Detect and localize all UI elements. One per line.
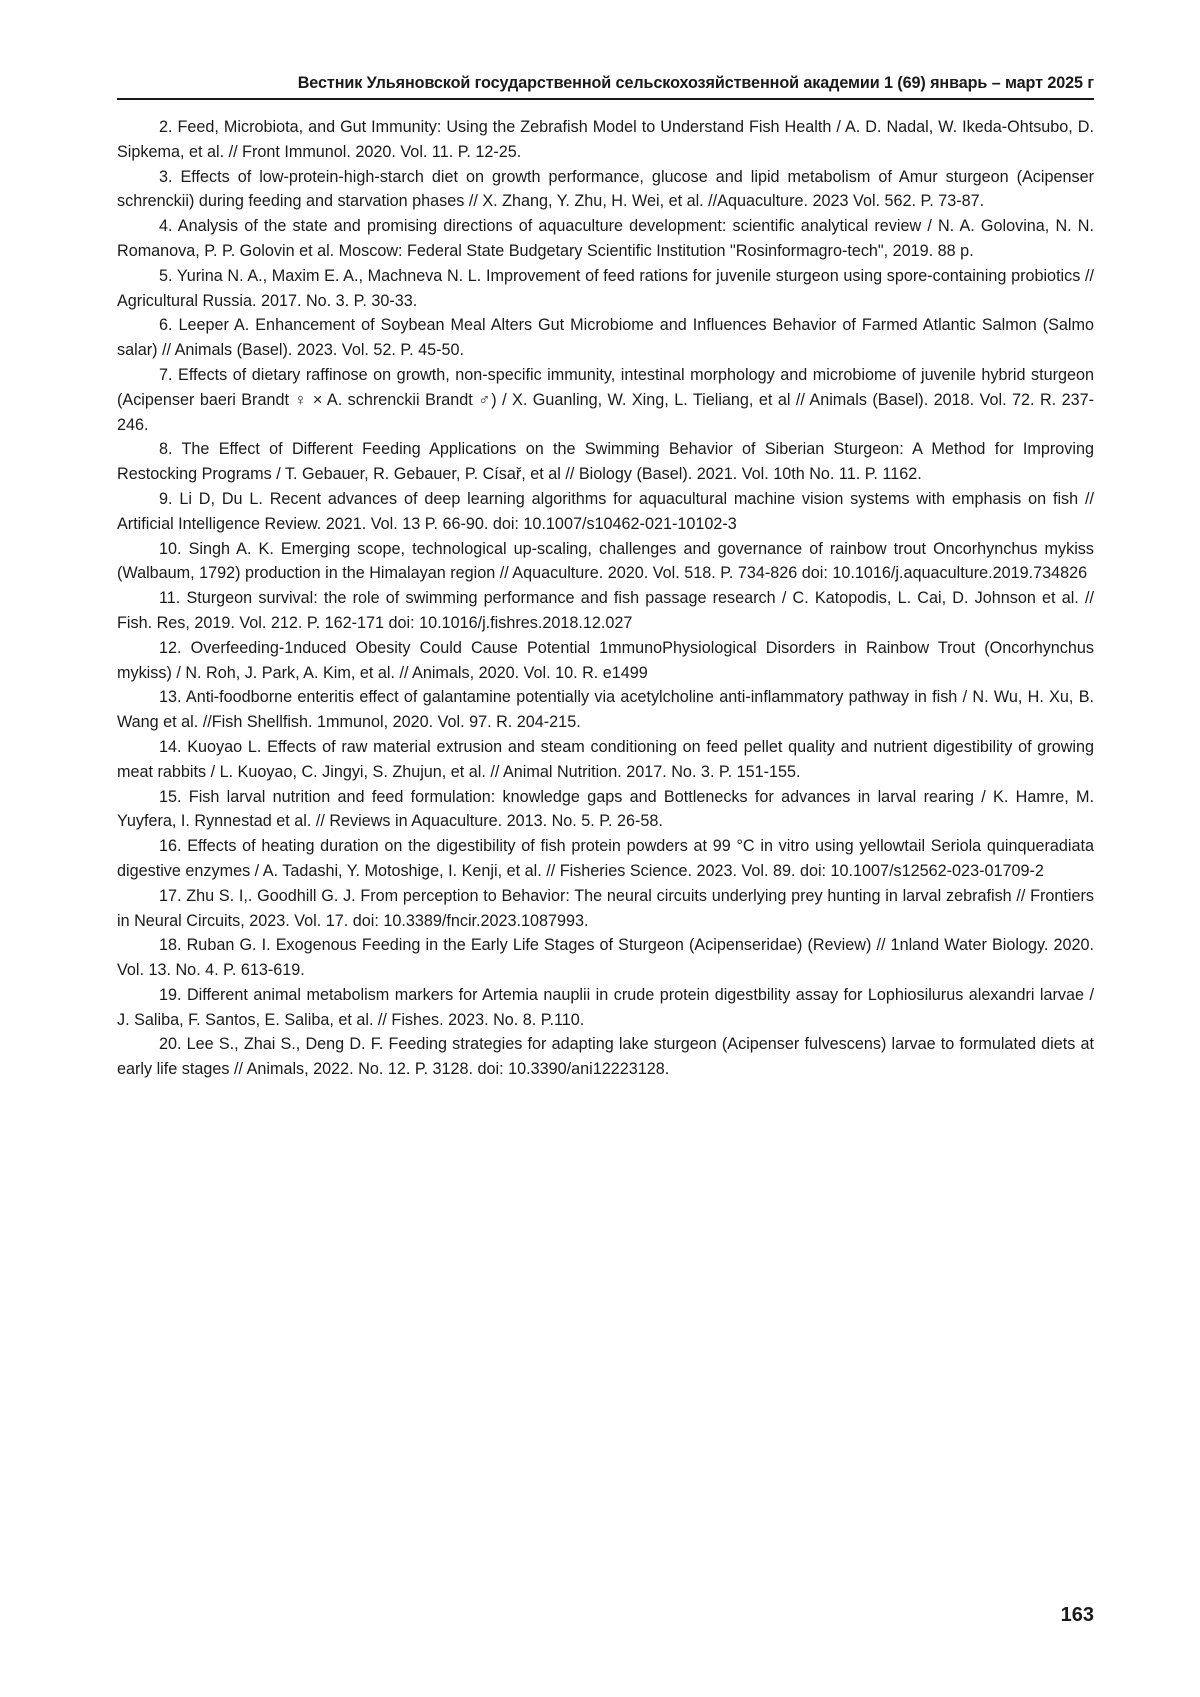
reference-item-17: 17. Zhu S. I,. Goodhill G. J. From perception to Behavior: The neural circuits underlying prey hunting in larval zebrafish // Frontiers in Neural Circuits, 2023. Vol. 17. doi: 10.3389/fncir.2023.1087993. [117,886,1094,930]
reference-item-10: 10. Singh A. K. Emerging scope, technological up-scaling, challenges and governance of rainbow trout Oncorhynchus mykiss (Walbaum, 1792) production in the Himalayan region // Aquaculture. 2020. Vol. 518. P. 734-826 doi: 10.1016/j.aquaculture.2019.734826 [117,539,1094,583]
reference-item-14: 14. Kuoyao L. Effects of raw material extrusion and steam conditioning on feed pellet quality and nutrient digestibility of growing meat rabbits / L. Kuoyao, C. Jingyi, S. Zhujun, et al. // Animal Nutrition. 2017. No. 3. P. 151-155. [117,737,1094,781]
reference-item-4: 4. Analysis of the state and promising directions of aquaculture development: scientific analytical review / N. A. Golovina, N. N. Romanova, P. P. Golovin et al. Moscow: Federal State Budgetary Scientific Institution "Rosinformagro-tech", 2019. 88 p. [117,217,1094,260]
reference-item-8: 8. The Effect of Different Feeding Applications on the Swimming Behavior of Siberian Sturgeon: A Method for Improving Restocking Programs / T. Gebauer, R. Gebauer, P. Císař, et al // Biology (Basel). 2021. Vol. 10th No. 11. P. 1162. [117,440,1094,484]
reference-item-6: 6. Leeper A. Enhancement of Soybean Meal Alters Gut Microbiome and Influences Behavior of Farmed Atlantic Salmon (Salmo salar) // Animals (Basel). 2023. Vol. 52. P. 45-50. [117,316,1094,360]
reference-item-7: 7. Effects of dietary raffinose on growth, non-specific immunity, intestinal morphology and microbiome of juvenile hybrid sturgeon (Acipenser baeri Brandt ♀ × A. schrenckii Brandt ♂) / X. Guanling, W. Xing, L. Tieliang, et al // Animals (Basel). 2018. Vol. 72. R. 237-246. [117,365,1094,434]
reference-item-12: 12. Overfeeding-1nduced Obesity Could Cause Potential 1mmunoPhysiological Disorders in Rainbow Trout (Oncorhynchus mykiss) / N. Roh, J. Park, A. Kim, et al. // Animals, 2020. Vol. 10. R. e1499 [117,638,1094,682]
reference-item-15: 15. Fish larval nutrition and feed formulation: knowledge gaps and Bottlenecks for advances in larval rearing / K. Hamre, M. Yuyfera, I. Rynnestad et al. // Reviews in Aquaculture. 2013. No. 5. P. 26-58. [117,787,1094,831]
reference-item-9: 9. Li D, Du L. Recent advances of deep learning algorithms for aquacultural machine vision systems with emphasis on fish // Artificial Intelligence Review. 2021. Vol. 13 P. 66-90. doi: 10.1007/s10462-021-10102-3 [117,489,1094,533]
page-number: 163 [1060,1604,1094,1626]
reference-list [117,115,1094,1082]
reference-item-5: 5. Yurina N. A., Maxim E. A., Machneva N. L. Improvement of feed rations for juvenile sturgeon using spore-containing probiotics // Agricultural Russia. 2017. No. 3. P. 30-33. [117,266,1094,310]
header-divider [117,98,1094,100]
reference-item-19: 19. Different animal metabolism markers for Artemia nauplii in crude protein digestbility assay for Lophiosilurus alexandri larvae / J. Saliba, F. Santos, E. Saliba, et al. // Fishes. 2023. No. 8. P.110. [117,985,1094,1029]
reference-item-20: 20. Lee S., Zhai S., Deng D. F. Feeding strategies for adapting lake sturgeon (Acipenser fulvescens) larvae to formulated diets at early life stages // Animals, 2022. No. 12. P. 3128. doi: 10.3390/ani12223128. [117,1035,1094,1079]
reference-item-16: 16. Effects of heating duration on the digestibility of fish protein powders at 99 °C in vitro using yellowtail Seriola quinqueradiata digestive enzymes / A. Tadashi, Y. Motoshige, I. Kenji, et al. // Fisheries Science. 2023. Vol. 89. doi: 10.1007/s12562-023-01709-2 [117,837,1094,880]
reference-item-18: 18. Ruban G. I. Exogenous Feeding in the Early Life Stages of Sturgeon (Acipenseridae) (Review) // 1nland Water Biology. 2020. Vol. 13. No. 4. P. 613-619. [117,936,1094,980]
reference-item-11: 11. Sturgeon survival: the role of swimming performance and fish passage research / C. Katopodis, L. Cai, D. Johnson et al. // Fish. Res, 2019. Vol. 212. P. 162-171 doi: 10.1016/j.fishres.2018.12.027 [117,589,1094,632]
reference-item-13: 13. Anti-foodborne enteritis effect of galantamine potentially via acetylcholine anti-inflammatory pathway in fish / N. Wu, H. Xu, B. Wang et al. //Fish Shellfish. 1mmunol, 2020. Vol. 97. R. 204-215. [117,688,1094,732]
reference-item-3: 3. Effects of low-protein-high-starch diet on growth performance, glucose and lipid metabolism of Amur sturgeon (Acipenser schrenckii) during feeding and starvation phases // X. Zhang, Y. Zhu, H. Wei, et al. //Aquaculture. 2023 Vol. 562. P. 73-87. [117,167,1094,211]
reference-item-2: 2. Feed, Microbiota, and Gut Immunity: Using the Zebrafish Model to Understand Fish Health / A. D. Nadal, W. Ikeda-Ohtsubo, D. Sipkema, et al. // Front Immunol. 2020. Vol. 11. P. 12-25. [117,118,1094,161]
running-header: Вестник Ульяновской государственной сельскохозяйственной академии 1 (69) январь – март 2025 г [297,74,1094,92]
